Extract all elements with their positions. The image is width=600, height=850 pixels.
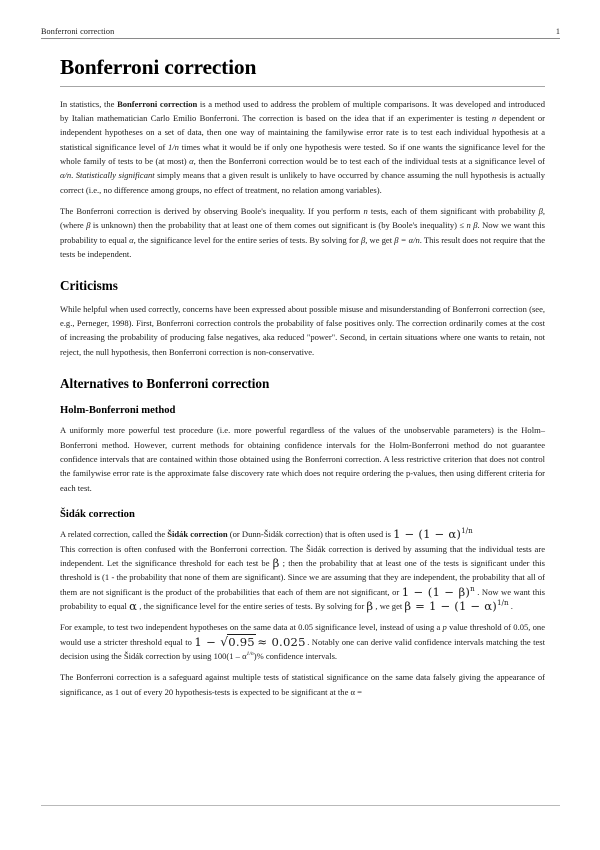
formula-sqrt-tail: ≈ 0.025	[257, 634, 306, 649]
boole-text-g: , we get	[365, 234, 395, 245]
formula-product-beta	[402, 585, 475, 599]
intro-text-c: is a method used to address the problem of multiple comparisons. It was developed and introduced by Italian mathematician Carlo Emilio Bonferroni. The correction is based on the idea that if an experimenter is testing	[60, 98, 545, 123]
math-var-beta-1: β	[272, 555, 280, 570]
var-p-value: p	[442, 622, 447, 633]
expr-beta-equals-alpha-over-n: β = α/n	[394, 234, 420, 245]
math-var-beta-2: β	[366, 598, 374, 613]
paragraph-sidak-example	[60, 620, 545, 663]
sidak-ex-c: . Notably one can derive valid confidence intervals matching the test decision using the Šidák correction by using 100(1 – α	[60, 636, 546, 661]
formula-beta-solution	[404, 599, 508, 613]
confidence-exponent: 1/n	[246, 651, 254, 658]
var-n-1: n	[491, 112, 497, 123]
formula-sidak-exponent: 1/n	[461, 526, 473, 536]
paragraph-sidak-intro	[60, 527, 545, 541]
running-header-title: Bonferroni correction	[41, 27, 115, 36]
formula-sqrt-lead: 1 −	[194, 634, 221, 649]
sidak-deriv-e: , we get	[373, 600, 405, 611]
sidak-text-a: A related correction, called the	[60, 529, 168, 540]
sqrt-radicand: 0.95	[228, 634, 255, 649]
var-one-over-n: 1/n	[168, 141, 179, 152]
sidak-deriv-c: . Now we want this probability to equal	[60, 586, 545, 611]
formula-beta-solution-exponent: 1/n	[496, 598, 509, 608]
paragraph-boole	[60, 204, 545, 261]
sidak-ex-d: )% confidence intervals.	[253, 650, 338, 661]
title-divider	[60, 86, 545, 87]
page-number: 1	[555, 27, 560, 36]
boole-text-a: The Bonferroni correction is derived by observing Boole's inequality. If you perform	[60, 206, 364, 217]
intro-text-g: .	[71, 170, 76, 181]
paragraph-safeguard: The Bonferroni correction is a safeguard against multiple tests of statistical significance on the same data falsely giving the appearance of significance, as 1 out of every 20 hypothesis-tests is expected to be significant at the α =	[60, 672, 545, 697]
boole-text-e: . Now we want this probability to equal	[60, 220, 546, 245]
footer-divider	[41, 805, 560, 806]
term-statistically-significant: Statistically significant	[75, 170, 155, 181]
formula-sidak-alpha	[393, 527, 473, 541]
intro-text-a: In statistics, the	[60, 98, 118, 109]
var-alpha-2: α	[129, 234, 134, 245]
intro-text-d: dependent or independent hypotheses on a set of data, then one way of maintaining the familywise error rate is to test each individual hypothesis at a statistical significance level of	[60, 112, 546, 152]
boole-text-b: tests, each of them significant with probability	[367, 206, 539, 217]
formula-product-base: 1 − (1 − β)	[401, 584, 471, 599]
sidak-deriv-b: ; then the probability that at least one of the tests is significant under this threshold is (1 - the probability that none of them are significant). Since we are assuming that they are independent, the probability that all of them are not significant is the product of the probabilities that each of them are not significant, or	[60, 557, 545, 597]
formula-sidak-base: 1 − (1 − α)	[393, 527, 462, 542]
boole-text-h: . This result does not require that the tests be independent.	[60, 234, 545, 260]
page-title: Bonferroni correction	[60, 55, 257, 79]
intro-text-f: , then the Bonferroni correction would be to test each of the individual tests at a significance level of	[193, 156, 545, 167]
boole-text-d: is unknown) then the probability that at least one of them comes out significant is (by Boole's inequality) ≤	[90, 220, 467, 231]
running-header	[41, 27, 560, 39]
intro-text-e: times what it would be if only one hypothesis were tested. So if one wants the significance level for the whole family of tests to be (at most)	[60, 141, 545, 167]
heading-criticisms: Criticisms	[60, 278, 118, 294]
paragraph-holm-bonferroni: A uniformly more powerful test procedure (i.e. more powerful regardless of the values of the unobservable parameters) is the Holm–Bonferroni method. However, current methods for obtaining confidence intervals for the Holm-Bonferroni method do not guarantee confidence intervals that are contained within those obtained using the Bonferroni correction. A less restrictive criterion that does not control the familywise error rate is the approximate false discovery rate which does not require ordering the p-values, then using different criteria for each test.	[60, 425, 545, 493]
boole-text-c: , (where	[60, 206, 545, 231]
boole-text-f: , the significance level for the entire series of tests. By solving for	[133, 234, 361, 245]
sidak-text-c: (or Dunn-Šidák correction) that is often used is	[227, 529, 394, 540]
document-content	[60, 56, 545, 706]
math-var-alpha-1: α	[129, 598, 138, 613]
formula-product-exponent: n	[470, 583, 475, 593]
expr-n-beta: n β	[466, 220, 478, 231]
sidak-deriv-f: .	[508, 600, 513, 611]
var-n-2: n	[363, 206, 368, 217]
heading-alternatives: Alternatives to Bonferroni correction	[60, 375, 270, 391]
sidak-deriv-d: , the significance level for the entire series of tests. By solving for	[137, 600, 367, 611]
var-beta-2: β	[86, 220, 91, 231]
term-bonferroni-correction: Bonferroni correction	[117, 98, 198, 109]
paragraph-sidak-derivation	[60, 542, 545, 614]
var-alpha-over-n: α/n	[60, 170, 72, 181]
sidak-deriv-a: This correction is often confused with the Bonferroni correction. The Šidák correction is derived by assuming that the individual tests are independent. Let the significance threshold for each test be	[60, 543, 545, 568]
formula-beta-solution-base: β = 1 − (1 − α)	[404, 598, 497, 613]
var-beta-1: β	[538, 206, 543, 217]
sidak-ex-b: value threshold of 0.05, one would use a stricter threshold equal to	[60, 622, 545, 647]
paragraph-criticisms: While helpful when used correctly, concerns have been expressed about possible misuse and misunderstanding of Bonferroni correction (see, e.g., Perneger, 1998). First, Bonferroni correction controls the probability of false positives only. The correction ordinarily comes at the cost of increasing the probability of producing false negatives, aka reduced "power". Second, in certain situations where one wants to retain, not reject, the null hypothesis, then Bonferroni correction is non-conservative.	[60, 303, 545, 357]
formula-sqrt-example	[194, 635, 307, 649]
heading-sidak-correction: Šidák correction	[60, 509, 135, 521]
sidak-ex-a: For example, to test two independent hypotheses on the same data at 0.05 significance level, instead of using a	[60, 622, 443, 633]
paragraph-intro	[60, 97, 545, 197]
term-sidak-correction: Šidák correction	[167, 529, 228, 540]
var-alpha-1: α	[189, 156, 194, 167]
var-beta-3: β	[360, 234, 366, 245]
sqrt-radical	[220, 636, 256, 649]
intro-text-h: simply means that a given result is unlikely to have occurred by chance assuming the null hypothesis is actually correct (i.e., no difference among groups, no effect of treatment, no relation among variables).	[60, 170, 545, 195]
sqrt-icon: √	[220, 634, 229, 649]
heading-holm-bonferroni: Holm-Bonferroni method	[60, 405, 176, 417]
